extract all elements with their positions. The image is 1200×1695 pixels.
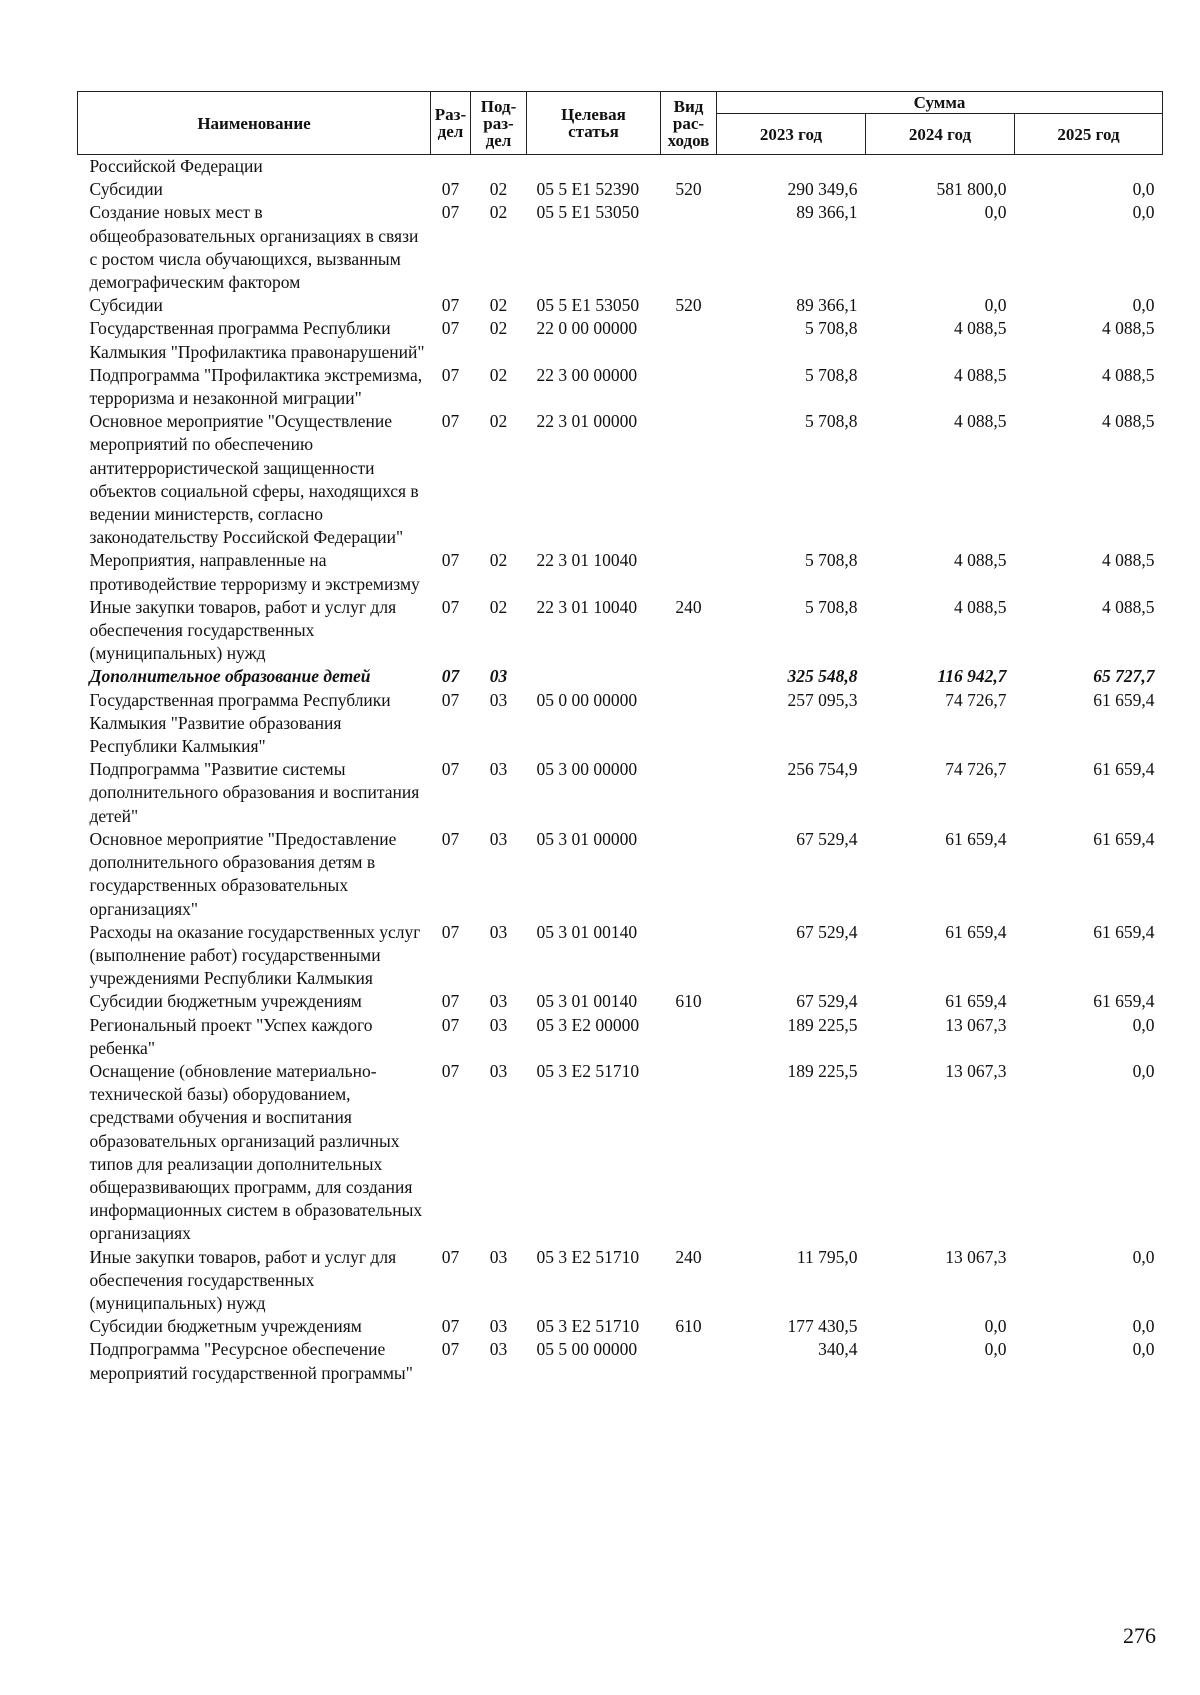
row-celevaya: 05 3 E2 51710 bbox=[536, 1316, 640, 1337]
row-vid bbox=[661, 155, 717, 179]
row-celevaya: 05 3 01 00140 bbox=[536, 991, 638, 1012]
row-razdel: 07 bbox=[441, 921, 460, 942]
row-2023: 89 366,1 bbox=[796, 202, 858, 223]
row-2024: 13 067,3 bbox=[945, 1060, 1007, 1081]
row-podrazdel: 03 bbox=[489, 828, 508, 849]
row-celevaya: 05 3 E2 51710 bbox=[536, 1246, 640, 1267]
row-podrazdel: 02 bbox=[489, 550, 508, 571]
row-celevaya: 05 5 E1 53050 bbox=[536, 295, 640, 316]
row-podrazdel: 02 bbox=[489, 411, 508, 432]
row-2025: 61 659,4 bbox=[1093, 759, 1155, 780]
row-name: Расходы на оказание государственных услуг (выполнение работ) государственными учреждениями Республики Калмыкия bbox=[89, 921, 421, 989]
table-row bbox=[78, 1315, 1163, 1338]
row-2025: 61 659,4 bbox=[1093, 991, 1155, 1012]
row-razdel bbox=[431, 155, 471, 179]
row-2024: 4 088,5 bbox=[954, 550, 1007, 571]
table-row bbox=[78, 665, 1163, 688]
row-razdel: 07 bbox=[441, 991, 460, 1012]
row-2025: 4 088,5 bbox=[1102, 318, 1155, 339]
row-razdel: 07 bbox=[441, 179, 460, 200]
row-2023: 67 529,4 bbox=[796, 828, 858, 849]
row-celevaya: 05 5 E1 52390 bbox=[536, 179, 640, 200]
table-row bbox=[78, 828, 1163, 921]
row-2023: 5 708,8 bbox=[805, 550, 858, 571]
row-2025: 0,0 bbox=[1132, 295, 1155, 316]
row-vid bbox=[661, 1014, 717, 1060]
row-name: Иные закупки товаров, работ и услуг для обеспечения государственных (муниципальных) нужд bbox=[89, 1246, 397, 1313]
row-2023: 5 708,8 bbox=[805, 318, 858, 339]
row-name: Субсидии bbox=[89, 179, 163, 200]
row-2024: 0,0 bbox=[984, 202, 1007, 223]
table-row bbox=[78, 178, 1163, 201]
row-razdel: 07 bbox=[441, 666, 460, 687]
row-razdel: 07 bbox=[441, 550, 460, 571]
row-2023: 5 708,8 bbox=[805, 411, 858, 432]
header-2025: 2025 год bbox=[1015, 114, 1163, 155]
row-vid: 520 bbox=[675, 295, 702, 316]
table-row bbox=[78, 1246, 1163, 1316]
row-2024: 61 659,4 bbox=[945, 921, 1007, 942]
row-vid: 520 bbox=[675, 179, 702, 200]
row-celevaya: 05 3 E2 51710 bbox=[536, 1060, 640, 1081]
row-2025: 0,0 bbox=[1132, 1014, 1155, 1035]
row-podrazdel: 03 bbox=[489, 1014, 508, 1035]
row-razdel: 07 bbox=[441, 202, 460, 223]
row-2025 bbox=[1015, 155, 1163, 179]
row-celevaya: 22 3 01 10040 bbox=[536, 596, 638, 617]
row-name: Подпрограмма "Развитие системы дополнительного образования и воспитания детей" bbox=[89, 759, 420, 826]
row-razdel: 07 bbox=[441, 689, 460, 710]
table-row bbox=[78, 1060, 1163, 1246]
row-name: Подпрограмма "Профилактика экстремизма, терроризма и незаконной миграции" bbox=[89, 364, 423, 409]
row-2024: 13 067,3 bbox=[945, 1246, 1007, 1267]
row-podrazdel: 03 bbox=[489, 1060, 508, 1081]
row-podrazdel: 03 bbox=[489, 759, 508, 780]
table-row bbox=[78, 689, 1163, 759]
row-razdel: 07 bbox=[441, 1316, 460, 1337]
row-razdel: 07 bbox=[441, 318, 460, 339]
row-2023: 5 708,8 bbox=[805, 364, 858, 385]
row-2024: 116 942,7 bbox=[937, 666, 1007, 687]
table-row bbox=[78, 596, 1163, 666]
row-podrazdel: 03 bbox=[489, 1246, 508, 1267]
row-celevaya: 22 3 00 00000 bbox=[536, 364, 638, 385]
table-row bbox=[78, 155, 1163, 179]
row-2024: 0,0 bbox=[984, 1316, 1007, 1337]
row-2024: 13 067,3 bbox=[945, 1014, 1007, 1035]
row-2025: 0,0 bbox=[1132, 1339, 1155, 1360]
row-2023: 257 095,3 bbox=[787, 689, 858, 710]
row-2024: 74 726,7 bbox=[945, 689, 1007, 710]
row-2024: 0,0 bbox=[984, 295, 1007, 316]
row-podrazdel: 03 bbox=[489, 991, 508, 1012]
row-celevaya: 22 0 00 00000 bbox=[536, 318, 638, 339]
row-name: Подпрограмма "Ресурсное обеспечение мероприятий государственной программы" bbox=[89, 1339, 413, 1383]
row-name: Государственная программа Республики Калмыкия "Профилактика правонарушений" bbox=[89, 318, 425, 362]
row-podrazdel: 02 bbox=[489, 596, 508, 617]
row-2023: 11 795,0 bbox=[796, 1246, 858, 1267]
row-podrazdel: 03 bbox=[489, 921, 508, 942]
row-2025: 4 088,5 bbox=[1102, 596, 1155, 617]
row-celevaya: 05 3 01 00140 bbox=[536, 921, 638, 942]
row-2025: 61 659,4 bbox=[1093, 689, 1155, 710]
row-2025: 0,0 bbox=[1132, 179, 1155, 200]
table-row bbox=[78, 549, 1163, 595]
row-2024: 61 659,4 bbox=[945, 991, 1007, 1012]
row-2023: 256 754,9 bbox=[787, 759, 858, 780]
row-celevaya bbox=[527, 155, 661, 179]
table-row bbox=[78, 758, 1163, 828]
table-row bbox=[78, 1014, 1163, 1060]
row-name: Оснащение (обновление материально-технической базы) оборудованием, средствами обучения и воспитания образовательных организаций различных типов для реализации дополнительных общеразвивающих программ, для создания информационных систем в образовательных организациях bbox=[89, 1060, 423, 1244]
table-row bbox=[78, 294, 1163, 317]
row-name: Субсидии бюджетным учреждениям bbox=[89, 1316, 362, 1337]
row-vid: 240 bbox=[675, 1246, 702, 1267]
header-2024: 2024 год bbox=[866, 114, 1015, 155]
row-podrazdel: 02 bbox=[489, 364, 508, 385]
row-2024: 0,0 bbox=[984, 1339, 1007, 1360]
row-razdel: 07 bbox=[441, 411, 460, 432]
row-2023: 189 225,5 bbox=[787, 1060, 858, 1081]
row-2023: 67 529,4 bbox=[796, 921, 858, 942]
row-celevaya: 05 3 E2 00000 bbox=[536, 1014, 640, 1035]
row-razdel: 07 bbox=[441, 759, 460, 780]
row-2025: 4 088,5 bbox=[1102, 550, 1155, 571]
row-razdel: 07 bbox=[441, 1246, 460, 1267]
row-vid bbox=[661, 758, 717, 828]
row-celevaya: 05 3 00 00000 bbox=[536, 759, 638, 780]
table-row bbox=[78, 201, 1163, 294]
row-celevaya: 22 3 01 10040 bbox=[536, 550, 638, 571]
row-2024: 74 726,7 bbox=[945, 759, 1007, 780]
row-name: Основное мероприятие "Осуществление мероприятий по обеспечению антитеррористической защищенности объектов социальной сферы, находящихся в ведении министерств, согласно законодательству Российской Федерации" bbox=[89, 411, 419, 548]
row-podrazdel: 03 bbox=[489, 1339, 508, 1360]
row-name: Российской Федерации bbox=[89, 156, 263, 176]
row-vid bbox=[661, 828, 717, 921]
row-vid: 610 bbox=[675, 1316, 702, 1337]
row-2025: 4 088,5 bbox=[1102, 411, 1155, 432]
row-celevaya: 05 5 E1 53050 bbox=[536, 202, 640, 223]
row-2025: 0,0 bbox=[1132, 1060, 1155, 1081]
row-name: Основное мероприятие "Предоставление дополнительного образования детям в государственных образовательных организациях" bbox=[89, 828, 397, 919]
row-celevaya: 22 3 01 00000 bbox=[536, 411, 638, 432]
row-razdel: 07 bbox=[441, 1060, 460, 1081]
row-podrazdel: 02 bbox=[489, 295, 508, 316]
row-razdel: 07 bbox=[441, 828, 460, 849]
row-2024 bbox=[866, 155, 1015, 179]
row-2023: 189 225,5 bbox=[787, 1014, 858, 1035]
table-row bbox=[78, 317, 1163, 363]
page-number: 276 bbox=[1123, 1623, 1156, 1648]
row-name: Государственная программа Республики Калмыкия "Развитие образования Республики Калмыкия" bbox=[89, 689, 391, 757]
row-podrazdel: 02 bbox=[489, 202, 508, 223]
row-razdel: 07 bbox=[441, 1339, 460, 1360]
row-2025: 61 659,4 bbox=[1093, 828, 1155, 849]
row-2024: 581 800,0 bbox=[936, 179, 1007, 200]
row-podrazdel: 03 bbox=[489, 689, 508, 710]
header-razdel: Раз- дел bbox=[431, 92, 471, 155]
row-celevaya: 05 3 01 00000 bbox=[536, 828, 638, 849]
table-header bbox=[78, 92, 1163, 155]
row-2025: 61 659,4 bbox=[1093, 921, 1155, 942]
row-celevaya bbox=[527, 665, 661, 688]
row-podrazdel bbox=[471, 155, 527, 179]
header-summa: Сумма bbox=[717, 92, 1163, 114]
row-vid: 610 bbox=[675, 991, 702, 1012]
row-2024: 4 088,5 bbox=[954, 364, 1007, 385]
row-name: Дополнительное образование детей bbox=[89, 666, 371, 687]
row-2023: 67 529,4 bbox=[796, 991, 858, 1012]
row-name: Создание новых мест в общеобразовательных организациях в связи с ростом числа обучающихся, вызванным демографическим фактором bbox=[89, 202, 419, 293]
row-razdel: 07 bbox=[441, 364, 460, 385]
row-vid bbox=[661, 665, 717, 688]
row-2023: 340,4 bbox=[818, 1339, 858, 1360]
row-2023: 290 349,6 bbox=[787, 179, 858, 200]
table-row bbox=[78, 410, 1163, 549]
row-2023: 325 548,8 bbox=[787, 666, 858, 687]
row-2023 bbox=[717, 155, 866, 179]
row-name: Мероприятия, направленные на противодействие терроризму и экстремизму bbox=[89, 550, 420, 594]
row-2025: 4 088,5 bbox=[1102, 364, 1155, 385]
row-razdel: 07 bbox=[441, 295, 460, 316]
row-vid bbox=[661, 201, 717, 294]
header-2023: 2023 год bbox=[717, 114, 866, 155]
row-2024: 4 088,5 bbox=[954, 318, 1007, 339]
row-vid bbox=[661, 689, 717, 759]
row-2023: 177 430,5 bbox=[787, 1316, 858, 1337]
row-2023: 89 366,1 bbox=[796, 295, 858, 316]
header-celevaya: Целевая статья bbox=[527, 92, 661, 155]
table-row bbox=[78, 921, 1163, 991]
header-name: Наименование bbox=[78, 92, 431, 155]
row-2023: 5 708,8 bbox=[805, 596, 858, 617]
row-vid bbox=[661, 410, 717, 549]
row-2025: 0,0 bbox=[1132, 202, 1155, 223]
table-body bbox=[78, 155, 1163, 1385]
row-name: Региональный проект "Успех каждого ребенка" bbox=[89, 1014, 373, 1058]
row-2024: 4 088,5 bbox=[954, 596, 1007, 617]
row-razdel: 07 bbox=[441, 596, 460, 617]
row-vid bbox=[661, 1338, 717, 1384]
row-2025: 65 727,7 bbox=[1093, 666, 1155, 687]
row-celevaya: 05 0 00 00000 bbox=[536, 689, 638, 710]
row-razdel: 07 bbox=[441, 1014, 460, 1035]
row-name: Субсидии bbox=[89, 295, 163, 316]
row-podrazdel: 03 bbox=[489, 1316, 508, 1337]
row-podrazdel: 02 bbox=[489, 318, 508, 339]
header-podrazdel: Под- раз- дел bbox=[471, 92, 527, 155]
budget-table bbox=[77, 91, 1163, 1385]
header-vid: Вид рас- ходов bbox=[661, 92, 717, 155]
table-row bbox=[78, 364, 1163, 410]
row-2025: 0,0 bbox=[1132, 1316, 1155, 1337]
table-row bbox=[78, 990, 1163, 1013]
row-vid bbox=[661, 1060, 717, 1246]
row-celevaya: 05 5 00 00000 bbox=[536, 1339, 638, 1360]
row-podrazdel: 03 bbox=[489, 666, 508, 687]
row-vid bbox=[661, 549, 717, 595]
table-row bbox=[78, 1338, 1163, 1384]
row-2024: 61 659,4 bbox=[945, 828, 1007, 849]
row-2025: 0,0 bbox=[1132, 1246, 1155, 1267]
row-vid bbox=[661, 364, 717, 410]
row-vid: 240 bbox=[675, 596, 702, 617]
row-name: Иные закупки товаров, работ и услуг для обеспечения государственных (муниципальных) нужд bbox=[89, 596, 397, 664]
row-vid bbox=[661, 317, 717, 363]
row-podrazdel: 02 bbox=[489, 179, 508, 200]
row-vid bbox=[661, 921, 717, 991]
row-2024: 4 088,5 bbox=[954, 411, 1007, 432]
row-name: Субсидии бюджетным учреждениям bbox=[89, 991, 362, 1012]
